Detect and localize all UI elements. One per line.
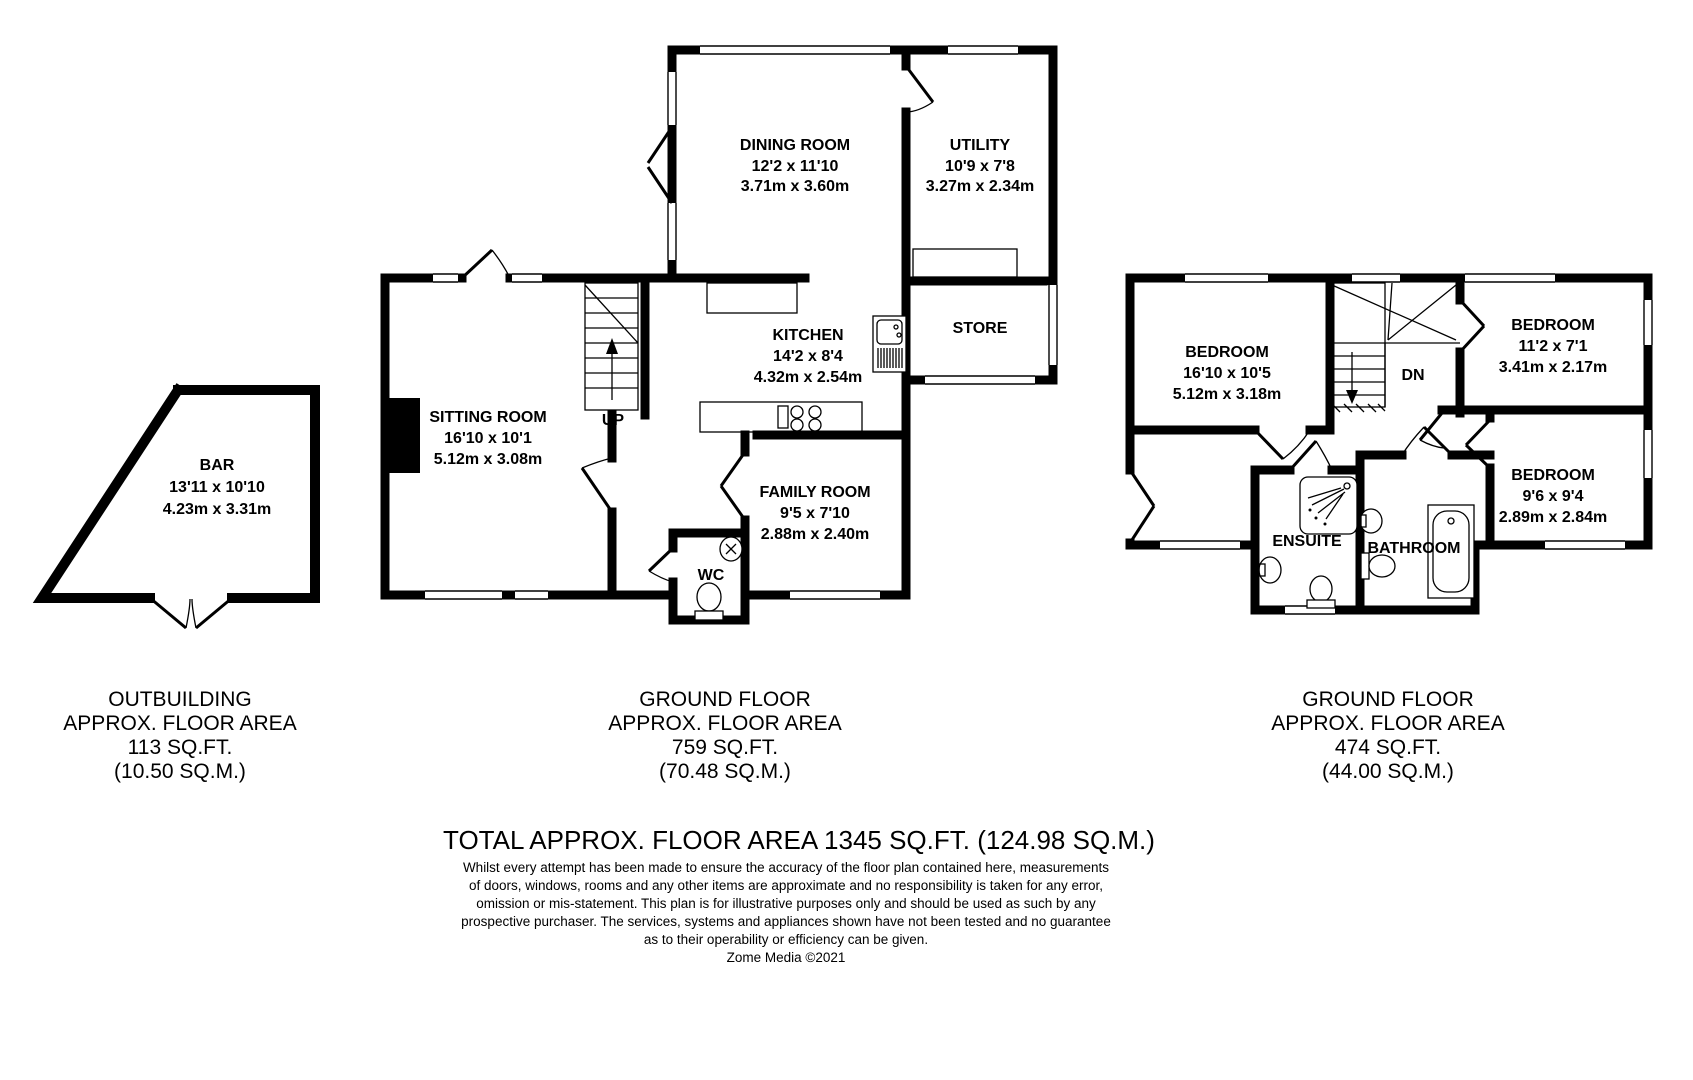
ground-floor-caption-line1: GROUND FLOOR <box>639 688 811 711</box>
first-floor-caption-line1: GROUND FLOOR <box>1302 688 1474 711</box>
room-dims-imperial-bedroom3: 9'6 x 9'4 <box>1522 488 1584 505</box>
room-label-dining: DINING ROOM <box>739 137 851 154</box>
room-dims-metric-family: 2.88m x 2.40m <box>760 526 870 543</box>
room-dims-imperial-utility: 10'9 x 7'8 <box>945 158 1015 175</box>
room-label-sitting: SITTING ROOM <box>429 409 547 426</box>
ground-floor-caption-line4: (70.48 SQ.M.) <box>659 760 791 783</box>
total-floor-area: TOTAL APPROX. FLOOR AREA 1345 SQ.FT. (124.98 SQ.M.) <box>443 825 1155 855</box>
ground-floor-caption-line3: 759 SQ.FT. <box>671 736 779 759</box>
first-floor-caption-line2: APPROX. FLOOR AREA <box>1271 712 1505 735</box>
stairs-up-label: UP <box>601 412 625 429</box>
toilet-icon <box>695 583 723 620</box>
room-dims-metric-bedroom1: 5.12m x 3.18m <box>1172 386 1282 403</box>
bathroom-basin-icon <box>1360 509 1382 533</box>
outbuilding-caption-line1: OUTBUILDING <box>108 688 252 711</box>
room-label-utility: UTILITY <box>949 137 1011 154</box>
ensuite-basin-icon <box>1259 557 1281 583</box>
room-label-store: STORE <box>952 320 1008 337</box>
room-dims-metric-bar: 4.23m x 3.31m <box>162 501 272 518</box>
shower-icon <box>1300 477 1357 534</box>
room-dims-imperial-sitting: 16'10 x 10'1 <box>444 430 532 447</box>
disclaimer-line1: Whilst every attempt has been made to ensure the accuracy of the floor plan contained here, measurements <box>462 860 1110 875</box>
room-label-bedroom3: BEDROOM <box>1511 467 1595 484</box>
first-floor-caption-line3: 474 SQ.FT. <box>1334 736 1442 759</box>
first-floor-caption-line4: (44.00 SQ.M.) <box>1322 760 1454 783</box>
room-dims-imperial-family: 9'5 x 7'10 <box>780 505 850 522</box>
stairs-down-label: DN <box>1401 367 1425 384</box>
disclaimer-line4: prospective purchaser. The services, systems and appliances shown have not been tested and no guarantee <box>461 914 1111 929</box>
room-dims-metric-bedroom3: 2.89m x 2.84m <box>1498 509 1608 526</box>
room-label-bedroom1: BEDROOM <box>1185 344 1269 361</box>
room-dims-metric-dining: 3.71m x 3.60m <box>740 178 850 195</box>
ground-floor-caption-line2: APPROX. FLOOR AREA <box>608 712 842 735</box>
room-dims-imperial-bar: 13'11 x 10'10 <box>169 479 265 496</box>
disclaimer-line5: as to their operability or efficiency can be given. <box>643 932 929 947</box>
room-dims-imperial-bedroom1: 16'10 x 10'5 <box>1183 365 1271 382</box>
room-label-kitchen: KITCHEN <box>772 327 844 344</box>
basin-icon <box>720 537 742 561</box>
room-label-bar: BAR <box>199 457 235 474</box>
room-label-ensuite: ENSUITE <box>1272 533 1342 550</box>
room-dims-metric-bedroom2: 3.41m x 2.17m <box>1498 359 1608 376</box>
disclaimer-line3: omission or mis-statement. This plan is for illustrative purposes only and should be used as such by any <box>476 896 1096 911</box>
room-label-wc: WC <box>697 567 725 584</box>
room-dims-metric-kitchen: 4.32m x 2.54m <box>753 369 863 386</box>
room-label-family: FAMILY ROOM <box>759 484 871 501</box>
room-dims-imperial-dining: 12'2 x 11'10 <box>751 158 839 175</box>
outbuilding-caption-line4: (10.50 SQ.M.) <box>114 760 246 783</box>
room-dims-imperial-kitchen: 14'2 x 8'4 <box>773 348 843 365</box>
outbuilding-caption-line2: APPROX. FLOOR AREA <box>63 712 297 735</box>
room-dims-imperial-bedroom2: 11'2 x 7'1 <box>1518 338 1588 355</box>
room-label-bedroom2: BEDROOM <box>1511 317 1595 334</box>
room-dims-metric-utility: 3.27m x 2.34m <box>925 178 1035 195</box>
room-label-bathroom: BATHROOM <box>1367 540 1461 557</box>
copyright: Zome Media ©2021 <box>726 950 846 965</box>
room-dims-metric-sitting: 5.12m x 3.08m <box>433 451 543 468</box>
sink-icon <box>873 316 906 372</box>
outbuilding-caption-line3: 113 SQ.FT. <box>127 736 233 759</box>
chimney-breast <box>387 398 420 473</box>
disclaimer-line2: of doors, windows, rooms and any other items are approximate and no responsibility is taken for any error, <box>468 878 1104 893</box>
